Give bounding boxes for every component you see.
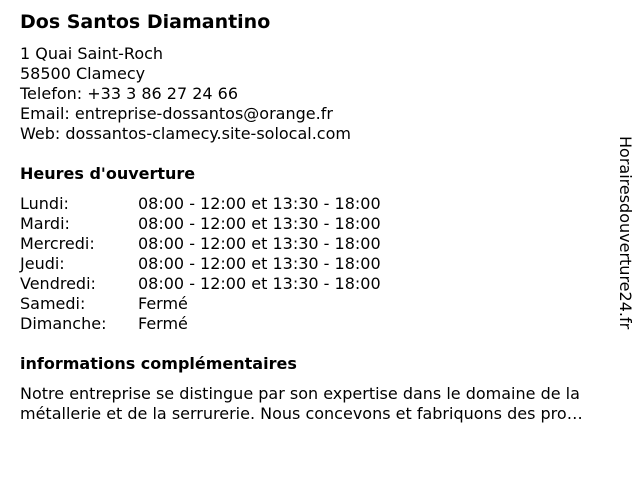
day-hours: 08:00 - 12:00 et 13:30 - 18:00 <box>138 254 381 273</box>
day-hours: 08:00 - 12:00 et 13:30 - 18:00 <box>138 214 381 233</box>
site-watermark: Horairesdouverture24.fr <box>616 136 635 330</box>
phone-number: Telefon: +33 3 86 27 24 66 <box>20 84 239 103</box>
day-hours: Fermé <box>138 314 188 333</box>
address-line-2: 58500 Clamecy <box>20 64 146 83</box>
day-label: Dimanche: <box>20 314 107 333</box>
email-address: Email: entreprise-dossantos@orange.fr <box>20 104 333 123</box>
business-description <box>20 384 632 424</box>
description-line-1: Notre entreprise se distingue par son expertise dans le domaine de la <box>20 384 580 403</box>
day-label: Vendredi: <box>20 274 96 293</box>
day-hours: 08:00 - 12:00 et 13:30 - 18:00 <box>138 194 381 213</box>
day-label: Lundi: <box>20 194 69 213</box>
day-label: Mercredi: <box>20 234 95 253</box>
day-hours: Fermé <box>138 294 188 313</box>
business-name: Dos Santos Diamantino <box>20 11 271 33</box>
day-label: Mardi: <box>20 214 70 233</box>
day-hours: 08:00 - 12:00 et 13:30 - 18:00 <box>138 274 381 293</box>
day-label: Jeudi: <box>20 254 65 273</box>
contact-block <box>20 44 351 144</box>
day-hours: 08:00 - 12:00 et 13:30 - 18:00 <box>138 234 381 253</box>
website-address: Web: dossantos-clamecy.site-solocal.com <box>20 124 351 143</box>
address-line-1: 1 Quai Saint-Roch <box>20 44 164 63</box>
hours-heading: Heures d'ouverture <box>20 164 196 183</box>
description-line-2: métallerie et de la serrurerie. Nous concevons et fabriquons des pro… <box>20 404 583 423</box>
info-heading: informations complémentaires <box>20 354 297 373</box>
day-label: Samedi: <box>20 294 86 313</box>
